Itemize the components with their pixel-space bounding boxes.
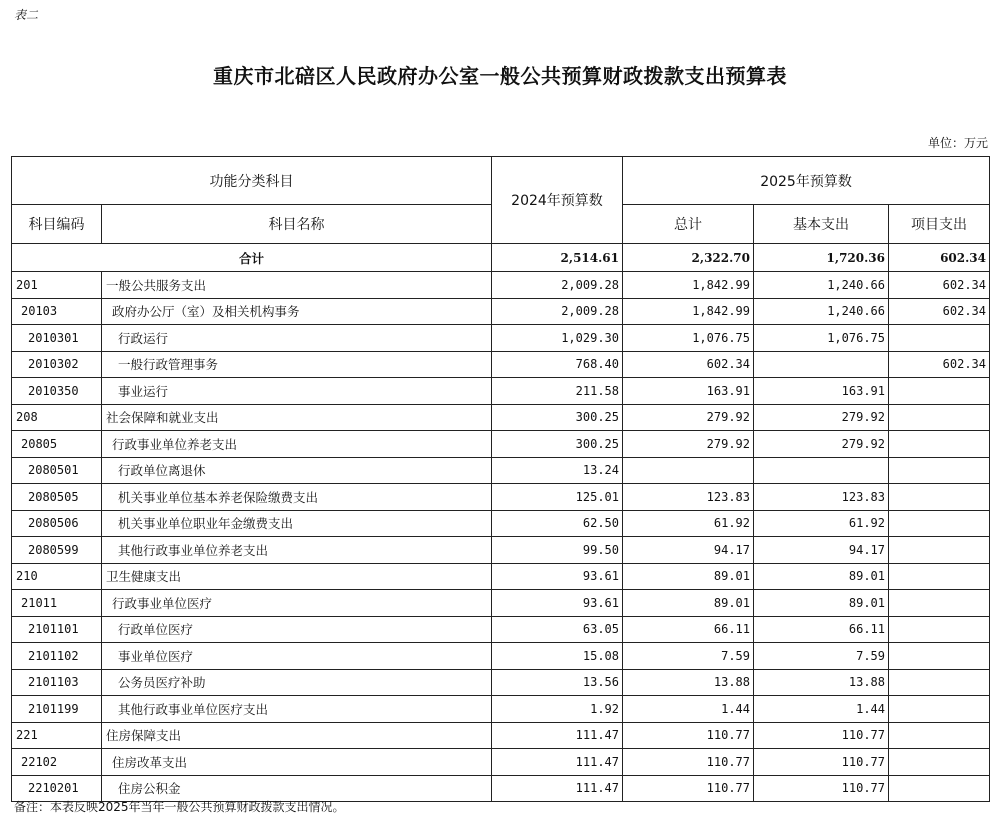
row-code: 2080505 bbox=[12, 484, 102, 511]
row-name: 行政事业单位养老支出 bbox=[102, 431, 492, 458]
total-row bbox=[12, 244, 990, 272]
table-row bbox=[12, 749, 990, 776]
row-name: 行政单位医疗 bbox=[102, 616, 492, 643]
row-budget-2024: 768.40 bbox=[492, 351, 623, 378]
row-basic-2025: 89.01 bbox=[754, 563, 889, 590]
row-basic-2025: 89.01 bbox=[754, 590, 889, 617]
row-basic-2025: 1,240.66 bbox=[754, 272, 889, 299]
row-budget-2024: 62.50 bbox=[492, 510, 623, 537]
row-budget-2024: 1.92 bbox=[492, 696, 623, 723]
header-basic-2025: 基本支出 bbox=[754, 205, 889, 244]
row-basic-2025: 13.88 bbox=[754, 669, 889, 696]
row-total-2025: 279.92 bbox=[623, 431, 754, 458]
table-row bbox=[12, 696, 990, 723]
row-project-2025 bbox=[889, 378, 990, 405]
table-body bbox=[12, 244, 990, 802]
header-project-2025: 项目支出 bbox=[889, 205, 990, 244]
row-project-2025 bbox=[889, 775, 990, 802]
row-budget-2024: 300.25 bbox=[492, 404, 623, 431]
row-budget-2024: 93.61 bbox=[492, 590, 623, 617]
row-code: 2101199 bbox=[12, 696, 102, 723]
row-total-2025: 66.11 bbox=[623, 616, 754, 643]
row-basic-2025: 1,076.75 bbox=[754, 325, 889, 352]
row-budget-2024: 111.47 bbox=[492, 775, 623, 802]
table-row bbox=[12, 616, 990, 643]
row-project-2025 bbox=[889, 590, 990, 617]
table-row bbox=[12, 325, 990, 352]
row-basic-2025: 110.77 bbox=[754, 722, 889, 749]
row-total-2025: 163.91 bbox=[623, 378, 754, 405]
row-budget-2024: 13.24 bbox=[492, 457, 623, 484]
page-title: 重庆市北碚区人民政府办公室一般公共预算财政拨款支出预算表 bbox=[213, 64, 787, 88]
row-total-2025: 7.59 bbox=[623, 643, 754, 670]
row-total-2025: 1.44 bbox=[623, 696, 754, 723]
row-budget-2024: 93.61 bbox=[492, 563, 623, 590]
row-code: 201 bbox=[12, 272, 102, 299]
row-project-2025 bbox=[889, 510, 990, 537]
table-row bbox=[12, 378, 990, 405]
unit-label: 单位：万元 bbox=[927, 136, 988, 150]
row-name: 行政事业单位医疗 bbox=[102, 590, 492, 617]
row-name: 机关事业单位基本养老保险缴费支出 bbox=[102, 484, 492, 511]
row-code: 2101101 bbox=[12, 616, 102, 643]
row-project-2025 bbox=[889, 484, 990, 511]
table-row bbox=[12, 484, 990, 511]
row-name: 机关事业单位职业年金缴费支出 bbox=[102, 510, 492, 537]
row-total-2025: 61.92 bbox=[623, 510, 754, 537]
row-total-2025: 1,842.99 bbox=[623, 272, 754, 299]
table-row bbox=[12, 722, 990, 749]
table-row bbox=[12, 590, 990, 617]
row-code: 2101103 bbox=[12, 669, 102, 696]
row-code: 208 bbox=[12, 404, 102, 431]
table-row bbox=[12, 669, 990, 696]
table-row bbox=[12, 351, 990, 378]
row-total-2025: 89.01 bbox=[623, 563, 754, 590]
row-basic-2025: 1.44 bbox=[754, 696, 889, 723]
row-code: 2101102 bbox=[12, 643, 102, 670]
row-project-2025 bbox=[889, 669, 990, 696]
row-project-2025 bbox=[889, 643, 990, 670]
row-total-2025: 602.34 bbox=[623, 351, 754, 378]
row-basic-2025: 123.83 bbox=[754, 484, 889, 511]
row-code: 22102 bbox=[12, 749, 102, 776]
row-project-2025 bbox=[889, 537, 990, 564]
row-code: 21011 bbox=[12, 590, 102, 617]
table-row bbox=[12, 457, 990, 484]
row-budget-2024: 125.01 bbox=[492, 484, 623, 511]
row-name: 其他行政事业单位医疗支出 bbox=[102, 696, 492, 723]
row-budget-2024: 211.58 bbox=[492, 378, 623, 405]
row-project-2025 bbox=[889, 325, 990, 352]
row-project-2025 bbox=[889, 404, 990, 431]
row-total-2025: 1,076.75 bbox=[623, 325, 754, 352]
row-project-2025 bbox=[889, 749, 990, 776]
row-name: 住房公积金 bbox=[102, 775, 492, 802]
row-project-2025 bbox=[889, 696, 990, 723]
row-budget-2024: 2,009.28 bbox=[492, 298, 623, 325]
row-name: 行政单位离退休 bbox=[102, 457, 492, 484]
row-code: 2010302 bbox=[12, 351, 102, 378]
footnote: 备注：本表反映2025年当年一般公共预算财政拨款支出情况。 bbox=[14, 800, 345, 814]
row-basic-2025: 66.11 bbox=[754, 616, 889, 643]
row-name: 住房保障支出 bbox=[102, 722, 492, 749]
row-basic-2025: 279.92 bbox=[754, 431, 889, 458]
row-name: 公务员医疗补助 bbox=[102, 669, 492, 696]
total-budget-2024: 2,514.61 bbox=[492, 244, 623, 272]
header-functional-category: 功能分类科目 bbox=[12, 157, 492, 205]
row-project-2025 bbox=[889, 616, 990, 643]
row-code: 221 bbox=[12, 722, 102, 749]
total-basic-2025: 1,720.36 bbox=[754, 244, 889, 272]
row-total-2025: 110.77 bbox=[623, 749, 754, 776]
row-budget-2024: 13.56 bbox=[492, 669, 623, 696]
row-project-2025 bbox=[889, 431, 990, 458]
total-label: 合计 bbox=[12, 244, 492, 272]
row-budget-2024: 99.50 bbox=[492, 537, 623, 564]
table-row bbox=[12, 298, 990, 325]
row-name: 其他行政事业单位养老支出 bbox=[102, 537, 492, 564]
table-row bbox=[12, 563, 990, 590]
row-code: 2080501 bbox=[12, 457, 102, 484]
row-basic-2025: 1,240.66 bbox=[754, 298, 889, 325]
row-basic-2025: 110.77 bbox=[754, 775, 889, 802]
budget-table bbox=[11, 156, 990, 802]
row-total-2025: 1,842.99 bbox=[623, 298, 754, 325]
table-label: 表二 bbox=[14, 8, 39, 22]
row-name: 一般行政管理事务 bbox=[102, 351, 492, 378]
row-total-2025: 89.01 bbox=[623, 590, 754, 617]
row-budget-2024: 300.25 bbox=[492, 431, 623, 458]
header-total-2025: 总计 bbox=[623, 205, 754, 244]
row-budget-2024: 2,009.28 bbox=[492, 272, 623, 299]
row-code: 2010301 bbox=[12, 325, 102, 352]
row-budget-2024: 1,029.30 bbox=[492, 325, 623, 352]
row-basic-2025: 94.17 bbox=[754, 537, 889, 564]
row-name: 住房改革支出 bbox=[102, 749, 492, 776]
row-code: 2210201 bbox=[12, 775, 102, 802]
table-row bbox=[12, 510, 990, 537]
header-budget-2025: 2025年预算数 bbox=[623, 157, 990, 205]
row-budget-2024: 63.05 bbox=[492, 616, 623, 643]
row-budget-2024: 15.08 bbox=[492, 643, 623, 670]
row-project-2025: 602.34 bbox=[889, 272, 990, 299]
row-code: 2010350 bbox=[12, 378, 102, 405]
row-total-2025: 110.77 bbox=[623, 722, 754, 749]
header-code: 科目编码 bbox=[12, 205, 102, 244]
row-basic-2025: 61.92 bbox=[754, 510, 889, 537]
row-basic-2025 bbox=[754, 457, 889, 484]
row-basic-2025: 163.91 bbox=[754, 378, 889, 405]
row-code: 2080506 bbox=[12, 510, 102, 537]
row-name: 事业单位医疗 bbox=[102, 643, 492, 670]
row-project-2025 bbox=[889, 722, 990, 749]
table-row bbox=[12, 272, 990, 299]
total-total-2025: 2,322.70 bbox=[623, 244, 754, 272]
table-row bbox=[12, 431, 990, 458]
row-project-2025: 602.34 bbox=[889, 351, 990, 378]
row-name: 政府办公厅（室）及相关机构事务 bbox=[102, 298, 492, 325]
row-total-2025 bbox=[623, 457, 754, 484]
row-basic-2025: 279.92 bbox=[754, 404, 889, 431]
row-code: 20805 bbox=[12, 431, 102, 458]
row-budget-2024: 111.47 bbox=[492, 722, 623, 749]
row-code: 20103 bbox=[12, 298, 102, 325]
row-basic-2025: 7.59 bbox=[754, 643, 889, 670]
row-total-2025: 13.88 bbox=[623, 669, 754, 696]
row-project-2025: 602.34 bbox=[889, 298, 990, 325]
header-budget-2024: 2024年预算数 bbox=[492, 157, 623, 244]
row-name: 行政运行 bbox=[102, 325, 492, 352]
total-project-2025: 602.34 bbox=[889, 244, 990, 272]
table-row bbox=[12, 643, 990, 670]
row-name: 事业运行 bbox=[102, 378, 492, 405]
table-row bbox=[12, 537, 990, 564]
row-project-2025 bbox=[889, 457, 990, 484]
row-total-2025: 94.17 bbox=[623, 537, 754, 564]
row-total-2025: 110.77 bbox=[623, 775, 754, 802]
row-name: 一般公共服务支出 bbox=[102, 272, 492, 299]
row-basic-2025: 110.77 bbox=[754, 749, 889, 776]
table-row bbox=[12, 404, 990, 431]
row-code: 210 bbox=[12, 563, 102, 590]
row-budget-2024: 111.47 bbox=[492, 749, 623, 776]
row-basic-2025 bbox=[754, 351, 889, 378]
row-name: 社会保障和就业支出 bbox=[102, 404, 492, 431]
row-project-2025 bbox=[889, 563, 990, 590]
row-total-2025: 123.83 bbox=[623, 484, 754, 511]
row-total-2025: 279.92 bbox=[623, 404, 754, 431]
row-code: 2080599 bbox=[12, 537, 102, 564]
header-name: 科目名称 bbox=[102, 205, 492, 244]
row-name: 卫生健康支出 bbox=[102, 563, 492, 590]
